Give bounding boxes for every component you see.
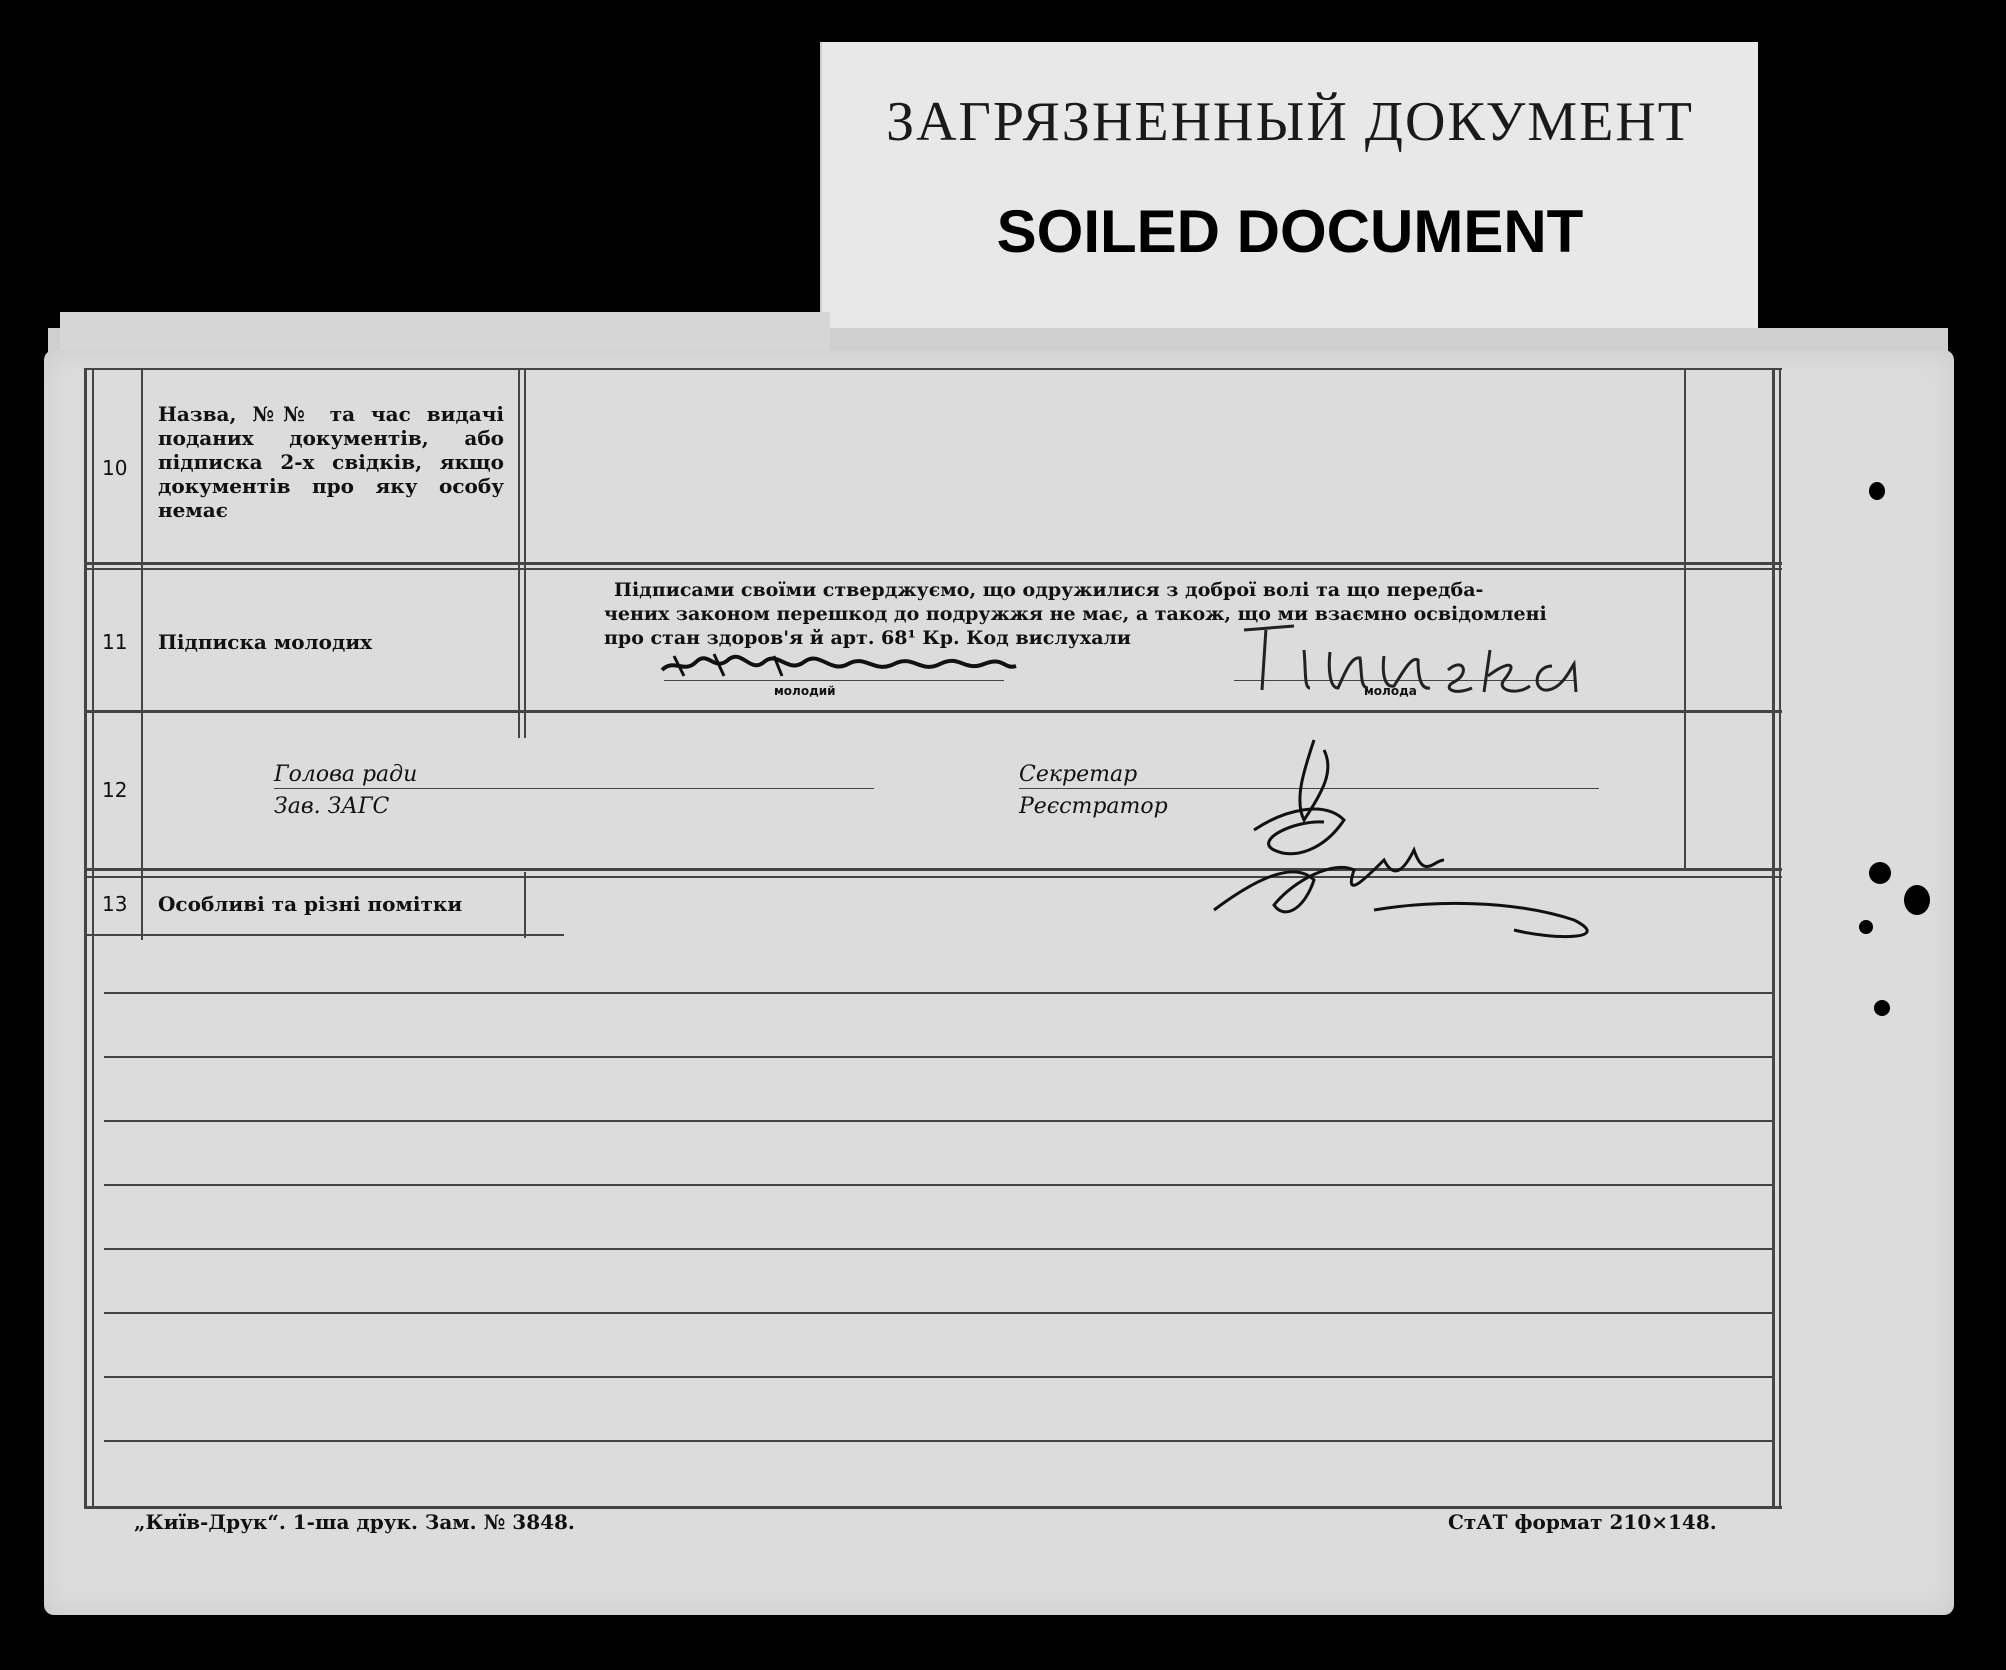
printer-imprint: „Київ-Друк“. 1-ша друк. Зам. № 3848. (134, 1510, 575, 1534)
binding-hole (1904, 885, 1930, 915)
registrar-label: Реєстратор (1019, 794, 1168, 819)
row-number-12: 12 (102, 778, 128, 802)
note-line (104, 1120, 1774, 1122)
field-column-line (518, 368, 520, 738)
statement-line-1: Підписами своїми стверджуємо, що одружилися з доброї волі та що передба- (614, 579, 1484, 601)
frame-left-line-inner (92, 368, 94, 1508)
note-line (104, 1376, 1774, 1378)
soiled-document-label (820, 42, 1758, 332)
row-13-bottom-line (84, 934, 564, 936)
note-line (104, 1312, 1774, 1314)
field-label-remarks: Особливі та різні помітки (158, 892, 463, 916)
binding-hole (1874, 1000, 1890, 1016)
note-line (104, 992, 1774, 994)
field-label-documents: Назва, №№ та час видачі поданих документів, або підписка 2-х свідків, якщо документів про яку особу немає (158, 402, 504, 522)
label-english-text: SOILED DOCUMENT (996, 198, 1584, 265)
row-number-13: 13 (102, 892, 128, 916)
field-column-line-inner (524, 368, 526, 738)
row-number-10: 10 (102, 456, 128, 480)
binding-hole (1869, 482, 1885, 500)
frame-left-line (84, 368, 87, 1508)
statement-line-3: про стан здоров'я й арт. 68¹ Кр. Код вислухали (604, 627, 1132, 649)
page-stack-edge-top (60, 312, 830, 352)
row-11-top-line (84, 562, 1782, 565)
groom-signature-image (654, 638, 1024, 688)
register-card (44, 350, 1954, 1615)
frame-bottom-line (84, 1506, 1782, 1509)
note-line (104, 1440, 1774, 1442)
frame-right-line-outer (1779, 368, 1781, 1508)
number-column-line (141, 368, 143, 940)
row-number-11: 11 (102, 630, 128, 654)
field-label-spouses-signature: Підписка молодих (158, 630, 373, 654)
groom-caption: молодий (774, 684, 836, 698)
head-of-council-label: Голова ради (274, 762, 418, 787)
label-russian-text: ЗАГРЯЗНЕННЫЙ ДОКУМЕНТ (886, 91, 1694, 153)
bride-signature-image (1234, 600, 1694, 710)
note-line (104, 1056, 1774, 1058)
note-line (104, 1184, 1774, 1186)
form-format: СтАТ формат 210×148. (1448, 1510, 1717, 1534)
frame-right-line (1772, 368, 1775, 1508)
zags-head-label: Зав. ЗАГС (274, 794, 390, 819)
registrar-signature-image (1194, 710, 1624, 950)
head-signature-line (274, 788, 874, 789)
secretary-label: Секретар (1019, 762, 1138, 787)
row-13-field-line (524, 872, 526, 938)
binding-hole (1869, 862, 1891, 884)
row-11-top-line-inner (84, 568, 1782, 570)
statement-line-2: чених законом перешкод до подружжя не має, а також, що ми взаємно освідомлені (604, 603, 1547, 625)
row-10-top-line (84, 368, 1782, 370)
note-line (104, 1248, 1774, 1250)
binding-hole (1859, 920, 1873, 934)
bride-caption: молода (1364, 684, 1417, 698)
